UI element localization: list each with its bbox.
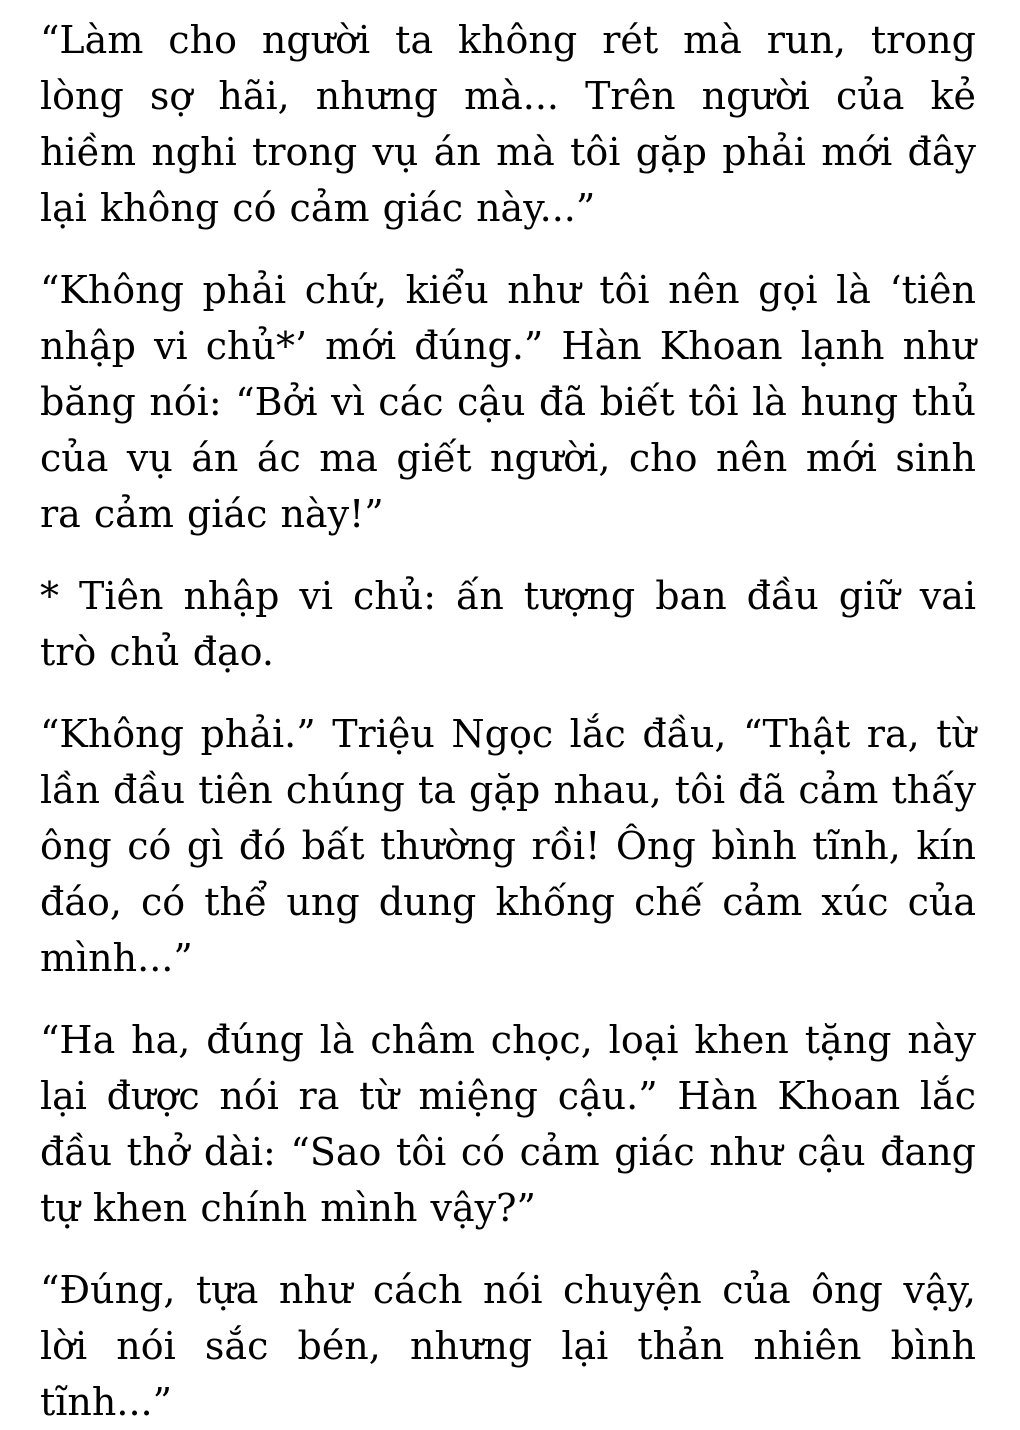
paragraph: “Làm cho người ta không rét mà run, trong lòng sợ hãi, nhưng mà... Trên người của kẻ hiềm nghi trong vụ án mà tôi gặp phải mới đây lại không có cảm giác này...”	[40, 18, 976, 230]
footnote-paragraph: * Tiên nhập vi chủ: ấn tượng ban đầu giữ vai trò chủ đạo.	[40, 574, 976, 674]
paragraph: “Đúng, tựa như cách nói chuyện của ông vậy, lời nói sắc bén, nhưng lại thản nhiên bình tĩnh...”	[40, 1268, 976, 1424]
paragraph: “Không phải chứ, kiểu như tôi nên gọi là ‘tiên nhập vi chủ*’ mới đúng.” Hàn Khoan lạnh như băng nói: “Bởi vì các cậu đã biết tôi là hung thủ của vụ án ác ma giết người, cho nên mới sinh ra cảm giác này!”	[40, 268, 976, 536]
paragraph: “Ha ha, đúng là châm chọc, loại khen tặng này lại được nói ra từ miệng cậu.” Hàn Khoan lắc đầu thở dài: “Sao tôi có cảm giác như cậu đang tự khen chính mình vậy?”	[40, 1018, 976, 1230]
paragraph: “Không phải.” Triệu Ngọc lắc đầu, “Thật ra, từ lần đầu tiên chúng ta gặp nhau, tôi đã cảm thấy ông có gì đó bất thường rồi! Ông bình tĩnh, kín đáo, có thể ung dung khống chế cảm xúc của mình...”	[40, 712, 976, 980]
